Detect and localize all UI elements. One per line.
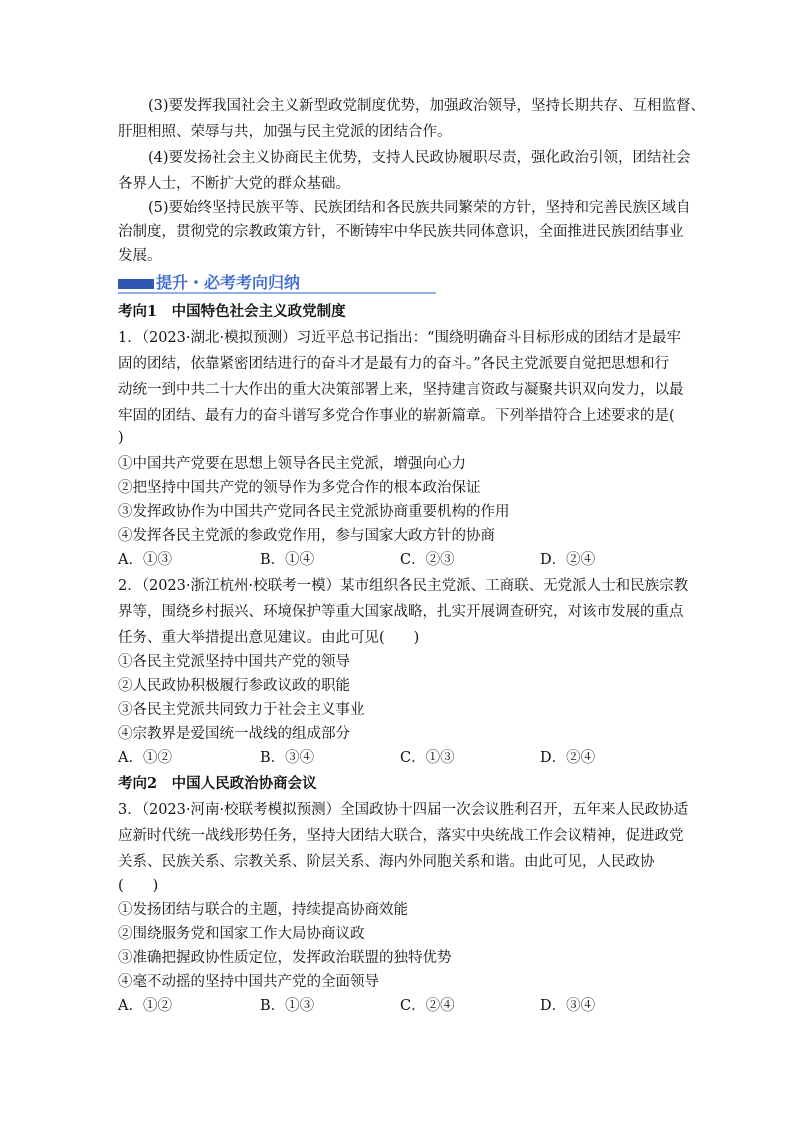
paragraph-3-line-1: (3)要发挥我国社会主义新型政党制度优势，加强政治领导，坚持长期共存、互相监督、	[148, 98, 706, 114]
section-2-heading: 考向2 中国人民政治协商会议	[118, 775, 317, 792]
paragraph-4-line-1: (4)要发扬社会主义协商民主优势，支持人民政协履职尽责，强化政治引领，团结社会	[148, 150, 691, 166]
banner-title: 提升・必考考向归纳	[156, 273, 301, 292]
q1-option-c[interactable]: C．②③	[400, 552, 455, 568]
paragraph-5-line-3: 发展。	[118, 248, 162, 264]
paragraph-3-line-2: 肝胆相照、荣辱与共，加强与民主党派的团结合作。	[118, 124, 452, 140]
q2-item-2: ②人民政协积极履行参政议政的职能	[118, 678, 350, 694]
q3-options	[118, 996, 718, 1016]
q1-stem-line-5: )	[118, 430, 124, 446]
q2-item-1: ①各民主党派坚持中国共产党的领导	[118, 654, 350, 670]
q2-item-4: ④宗教界是爱国统一战线的组成部分	[118, 726, 350, 742]
q1-item-1: ①中国共产党要在思想上领导各民主党派，增强向心力	[118, 456, 466, 472]
q3-option-c[interactable]: C．②④	[400, 998, 455, 1014]
q1-options	[118, 550, 718, 570]
q3-stem-line-1: 3．（2023·河南·校联考模拟预测）全国政协十四届一次会议胜利召开，五年来人民政协适	[118, 802, 689, 818]
q3-item-4: ④毫不动摇的坚持中国共产党的全面领导	[118, 974, 379, 990]
q1-stem-line-3: 动统一到中共二十大作出的重大决策部署上来，坚持建言资政与凝聚共识双向发力，以最	[118, 382, 684, 398]
q2-options	[118, 748, 718, 768]
q1-option-b[interactable]: B．①④	[260, 552, 315, 568]
q3-item-1: ①发扬团结与联合的主题，持续提高协商效能	[118, 902, 408, 918]
q1-stem-line-1: 1．（2023·湖北·模拟预测）习近平总书记指出：“围绕明确奋斗目标形成的团结才是最牢	[118, 330, 682, 346]
section-1-heading: 考向1 中国特色社会主义政党制度	[118, 303, 346, 320]
q3-stem-line-2: 应新时代统一战线形势任务，坚持大团结大联合，落实中央统战工作会议精神，促进政党	[118, 828, 684, 844]
q1-item-4: ④发挥各民主党派的参政党作用，参与国家大政方针的协商	[118, 528, 495, 544]
q3-option-a[interactable]: A．①②	[118, 998, 172, 1014]
q2-item-3: ③各民主党派共同致力于社会主义事业	[118, 702, 365, 718]
q3-item-3: ③准确把握政协性质定位，发挥政治联盟的独特优势	[118, 950, 452, 966]
q3-item-2: ②围绕服务党和国家工作大局协商议政	[118, 926, 365, 942]
q2-stem-line-1: 2．（2023·浙江杭州·校联考一模）某市组织各民主党派、工商联、无党派人士和民族宗教	[118, 578, 689, 594]
banner-underline	[118, 292, 436, 294]
paragraph-5-line-1: (5)要始终坚持民族平等、民族团结和各民族共同繁荣的方针，坚持和完善民族区域自	[148, 200, 691, 216]
q3-option-b[interactable]: B．①③	[260, 998, 315, 1014]
q3-stem-line-4: ( )	[118, 878, 159, 894]
q2-option-c[interactable]: C．①③	[400, 750, 455, 766]
q3-option-d[interactable]: D．③④	[540, 998, 596, 1014]
q1-option-d[interactable]: D．②④	[540, 552, 596, 568]
q1-item-2: ②把坚持中国共产党的领导作为多党合作的根本政治保证	[118, 480, 481, 496]
q1-stem-line-4: 牢固的团结、最有力的奋斗谱写多党合作事业的崭新篇章。下列举措符合上述要求的是(	[118, 408, 675, 424]
q2-option-b[interactable]: B．③④	[260, 750, 315, 766]
paragraph-5-line-2: 治制度，贯彻党的宗教政策方针，不断铸牢中华民族共同体意识，全面推进民族团结事业	[118, 224, 684, 240]
q2-option-d[interactable]: D．②④	[540, 750, 596, 766]
q2-stem-line-3: 任务、重大举措提出意见建议。由此可见( )	[118, 630, 420, 646]
q1-option-a[interactable]: A．①③	[118, 552, 172, 568]
q2-option-a[interactable]: A．①②	[118, 750, 172, 766]
q2-stem-line-2: 界等，围绕乡村振兴、环境保护等重大国家战略，扎实开展调查研究，对该市发展的重点	[118, 604, 684, 620]
section-banner	[118, 270, 438, 296]
q1-stem-line-2: 固的团结，依靠紧密团结进行的奋斗才是最有力的奋斗。”各民主党派要自觉把思想和行	[118, 356, 670, 372]
banner-bar-icon	[118, 279, 154, 289]
q1-item-3: ③发挥政协作为中国共产党同各民主党派协商重要机构的作用	[118, 504, 510, 520]
paragraph-4-line-2: 各界人士，不断扩大党的群众基础。	[118, 176, 350, 192]
q3-stem-line-3: 关系、民族关系、宗教关系、阶层关系、海内外同胞关系和谐。由此可见，人民政协	[118, 854, 655, 870]
